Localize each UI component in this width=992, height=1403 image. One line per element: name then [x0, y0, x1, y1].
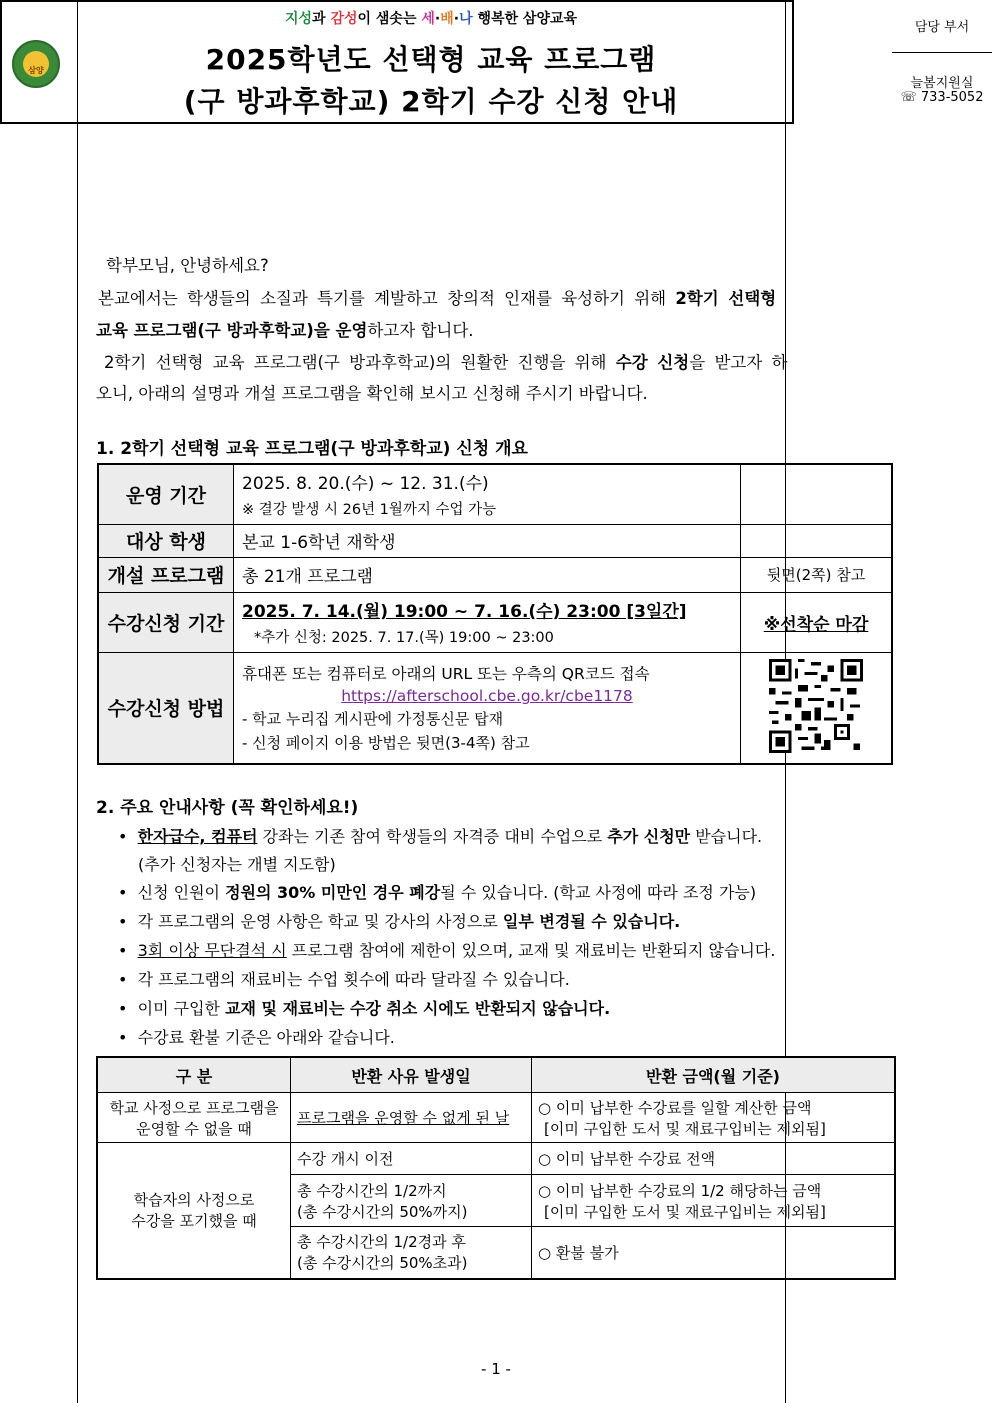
cell-text: 총 수강시간의 1/2경과 후: [297, 1233, 466, 1252]
text-bold: 교재 및 재료비는 수강 취소 시에도 반환되지 않습니다.: [225, 999, 611, 1018]
period-note: ※ 결강 발생 시 26년 1월까지 수업 가능: [242, 502, 497, 519]
method-line: - 학교 누리집 게시판에 가정통신문 탑재: [242, 710, 504, 729]
apply-period-value: 2025. 7. 14.(월) 19:00 ~ 7. 16.(수) 23:00 [3일간]: [242, 602, 687, 622]
text-bold: 일부 변경될 수 있습니다.: [502, 912, 681, 931]
section1-title: 1. 2학기 선택형 교육 프로그램(구 방과후학교) 신청 개요: [96, 439, 528, 459]
dept-label: 담당 부서: [914, 20, 970, 35]
row-label: 운영 기간: [98, 464, 234, 524]
text: 프로그램 참여에 제한이 있으며, 교재 및 재료비는 반환되지 않습니다.: [286, 941, 776, 960]
empty-cell: [741, 524, 893, 557]
column-header: 구 분: [97, 1057, 291, 1093]
dept-name: 늘봄지원실: [910, 76, 974, 91]
text: 하고자 합니다.: [367, 321, 474, 340]
divider: [892, 52, 992, 53]
page-title-line2: (구 방과후학교) 2학기 수강 신청 안내: [183, 85, 679, 118]
slogan: [77, 8, 785, 28]
method-line: - 신청 페이지 이용 방법은 뒷면(3-4쪽) 참고: [242, 734, 530, 753]
bullet-item: [118, 1025, 395, 1048]
bullet-icon: •: [118, 1028, 128, 1047]
bullet-icon: •: [118, 970, 128, 989]
table-cell: ○ 환불 불가: [532, 1227, 896, 1279]
cell-text: 운영할 수 없을 때: [136, 1119, 252, 1138]
refund-table: [96, 1056, 896, 1280]
row-label: 수강신청 기간: [98, 592, 234, 652]
logo-cell: [0, 0, 78, 1403]
dept-tel: ☏ 733-5052: [900, 90, 984, 105]
table-row: [97, 1143, 895, 1175]
bullet-item: [118, 909, 680, 932]
table-row: [98, 524, 892, 557]
cell-text: [이미 구입한 도서 및 재료구입비는 제외됨]: [544, 1202, 826, 1221]
bullet-item: [118, 938, 775, 961]
method-cell: [234, 652, 741, 764]
greeting: 학부모님, 안녕하세요?: [106, 256, 269, 275]
bullet-icon: •: [118, 912, 128, 931]
cell-text: 프로그램을 운영할 수 없게 된 날: [297, 1109, 510, 1127]
text: 받습니다.: [690, 827, 763, 846]
period-value: 2025. 8. 20.(수) ~ 12. 31.(수): [242, 474, 489, 495]
table-cell: [532, 1175, 896, 1227]
cell-text: ○ 이미 납부한 수강료의 1/2 해당하는 금액: [538, 1181, 822, 1200]
cell-text: 수강을 포기했을 때: [131, 1212, 257, 1231]
slogan-part: 이 샘솟는: [357, 11, 422, 27]
apply-period-extra: *추가 신청: 2025. 7. 17.(목) 19:00 ~ 23:00: [254, 630, 554, 646]
cell-text: (총 수강시간의 50%초과): [297, 1254, 468, 1273]
column-header: 반환 금액(월 기준): [532, 1057, 896, 1093]
table-cell: ○ 이미 납부한 수강료 전액: [532, 1143, 896, 1175]
row-label: 대상 학생: [98, 524, 234, 557]
text-bold: 수강 신청: [615, 353, 690, 372]
text-bold: 교육 프로그램(구 방과후학교)을 운영: [96, 321, 368, 340]
programs-value: 총 21개 프로그램: [234, 557, 741, 592]
text: 2학기 선택형 교육 프로그램(구 방과후학교)의 원활한 진행을 위해: [104, 353, 616, 372]
cell-text: [이미 구입한 도서 및 재료구입비는 제외됨]: [544, 1119, 826, 1138]
bullet-item: [118, 967, 570, 990]
table-cell: [291, 1175, 532, 1227]
qr-cell: [741, 652, 893, 764]
text: 각 프로그램의 재료비는 수업 횟수에 따라 달라질 수 있습니다.: [137, 970, 570, 989]
table-row: [98, 652, 892, 764]
bullet-icon: •: [118, 883, 128, 902]
column-header: 반환 사유 발생일: [291, 1057, 532, 1093]
text: 될 수 있습니다. (학교 사정에 따라 조정 가능): [440, 883, 757, 902]
table-cell: [97, 1093, 291, 1143]
text-bold: 추가 신청만: [607, 827, 691, 846]
dept-cell: [892, 0, 992, 1403]
table-header-row: [97, 1057, 895, 1093]
table-row: [98, 464, 892, 524]
text: 본교에서는 학생들의 소질과 특기를 계발하고 창의적 인재를 육성하기 위해: [98, 289, 676, 308]
table-row: [98, 592, 892, 652]
bullet-item: [118, 880, 756, 903]
intro-paragraph1-line1: [98, 291, 776, 308]
bullet-item-continued: (추가 신청자는 개별 지도함): [138, 855, 336, 874]
row-label: 개설 프로그램: [98, 557, 234, 592]
text: 수강료 환불 기준은 아래와 같습니다.: [137, 1028, 395, 1047]
slogan-part: ·: [453, 11, 460, 27]
period-cell: [234, 464, 741, 524]
intro-paragraph1-line2: [96, 323, 474, 340]
page-number: - 1 -: [481, 1360, 511, 1378]
slogan-part: ·: [434, 11, 441, 27]
text: 신청 인원이: [137, 883, 226, 902]
slogan-part: 행복한 삼양교육: [472, 11, 578, 27]
table-row: [97, 1093, 895, 1143]
slogan-part: 감성: [330, 11, 358, 27]
text-bold: 한자급수, 컴퓨터: [137, 827, 258, 846]
cell-text: (총 수강시간의 50%까지): [297, 1202, 468, 1221]
table-cell: [291, 1093, 532, 1143]
cell-text: 학습자의 사정으로: [133, 1191, 255, 1210]
bullet-item: [118, 996, 610, 1019]
text: 각 프로그램의 운영 사항은 학교 및 강사의 사정으로: [137, 912, 503, 931]
cell-text: ○ 이미 납부한 수강료를 일할 계산한 금액: [538, 1098, 812, 1117]
school-logo: [12, 40, 60, 88]
intro-paragraph2-line2: 오니, 아래의 설명과 개설 프로그램을 확인해 보시고 신청해 주시기 바랍니다.: [96, 384, 648, 403]
bullet-icon: •: [118, 941, 128, 960]
overview-table: [97, 463, 893, 765]
first-come-note: ※선착순 마감: [741, 592, 893, 652]
table-cell: [532, 1093, 896, 1143]
slogan-part: 지성: [284, 11, 313, 27]
table-cell: 수강 개시 이전: [291, 1143, 532, 1175]
text: 강좌는 기존 참여 학생들의 자격증 대비 수업으로: [257, 827, 608, 846]
empty-cell: [741, 464, 893, 524]
text-bold: 2학기 선택형: [675, 289, 777, 308]
cell-text: 학교 사정으로 프로그램을: [109, 1098, 279, 1117]
slogan-part: 과: [312, 11, 331, 27]
qr-code-icon[interactable]: [769, 659, 863, 753]
bullet-item: [118, 824, 762, 847]
table-cell: [97, 1143, 291, 1279]
table-cell: [291, 1227, 532, 1279]
text-underlined: 3회 이상 무단결석 시: [137, 941, 287, 960]
target-value: 본교 1-6학년 재학생: [234, 524, 741, 557]
apply-url-link[interactable]: https://afterschool.cbe.go.kr/cbe1178: [341, 687, 633, 706]
row-label: 수강신청 방법: [98, 652, 234, 764]
text-bold: 정원의 30% 미만인 경우 폐강: [225, 883, 441, 902]
table-row: [98, 557, 892, 592]
method-line: 휴대폰 또는 컴퓨터로 아래의 URL 또는 우측의 QR코드 접속: [242, 665, 650, 684]
slogan-part: 나: [459, 11, 473, 27]
logo-text: 삼양: [28, 66, 44, 75]
header-box: [0, 0, 984, 124]
cell-text: 총 수강시간의 1/2까지: [297, 1181, 447, 1200]
text: 이미 구입한: [137, 999, 226, 1018]
slogan-part: 배: [440, 11, 454, 27]
section2-title: 2. 주요 안내사항 (꼭 확인하세요!): [96, 798, 359, 818]
text: 을 받고자 하: [689, 353, 788, 372]
apply-period-cell: [234, 592, 741, 652]
bullet-icon: •: [118, 999, 128, 1018]
bullet-icon: •: [118, 827, 128, 846]
slogan-part: 세: [421, 11, 435, 27]
programs-ref: 뒷면(2쪽) 참고: [741, 557, 893, 592]
intro-paragraph2-line1: [104, 355, 787, 372]
page-title-line1: 2025학년도 선택형 교육 프로그램: [205, 43, 657, 76]
